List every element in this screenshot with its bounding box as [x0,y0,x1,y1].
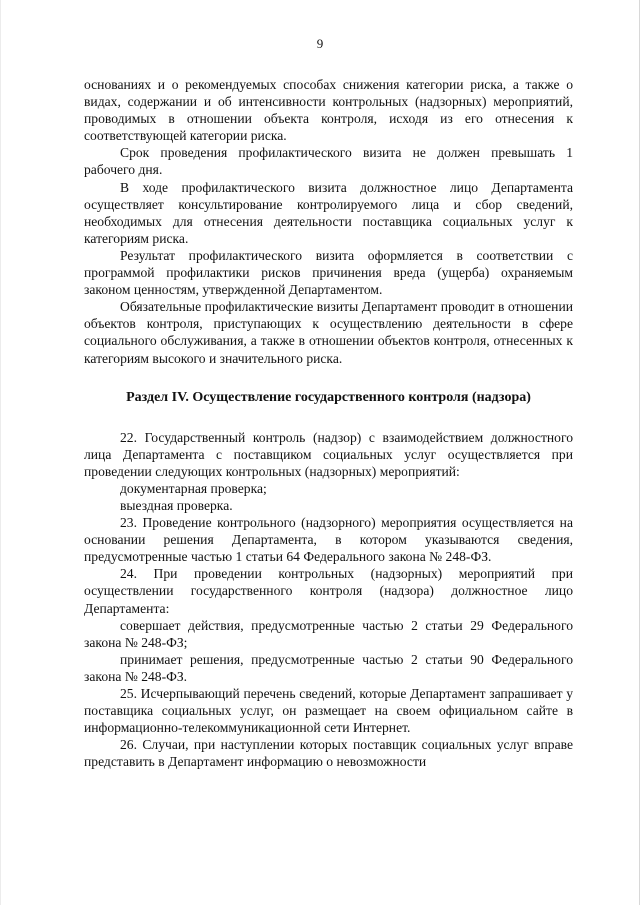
list-item-onsite-check: выездная проверка. [120,497,233,513]
document-body [84,76,573,770]
paragraph-24: 24. При проведении контрольных (надзорных) мероприятий при осуществлении государственного контроля (надзора) должностное лицо Департамента: [84,566,573,616]
page-number: 9 [316,36,324,51]
list-item-actions: совершает действия, предусмотренные частью 2 статьи 29 Федерального закона № 248-ФЗ; [84,617,573,650]
paragraph-mandatory-visits: Обязательные профилактические визиты Департамент проводит в отношении объектов контроля, приступающих к осуществлению деятельности в сфере социального обслуживания, а также в отношении объектов контроля, отнесенных к категориям высокого и значительного риска. [84,299,573,366]
paragraph-continuation: основаниях и о рекомендуемых способах снижения категории риска, а также о видах, содержании и об интенсивности контрольных (надзорных) мероприятий, проводимых в отношении объекта контроля, исходя из его отнесения к соответствующей категории риска. [84,77,573,144]
paragraph-23: 23. Проведение контрольного (надзорного) мероприятия осуществляется на основании решения Департамента, в котором указываются сведения, предусмотренные частью 1 статьи 64 Федерального закона № 248-ФЗ. [84,515,573,565]
paragraph-visit-consulting: В ходе профилактического визита должностное лицо Департамента осуществляет консультирование контролируемого лица и сбор сведений, необходимых для отнесения деятельности поставщика социальных услуг к категориям риска. [84,179,573,246]
paragraph-visit-duration: Срок проведения профилактического визита не должен превышать 1 рабочего дня. [84,145,573,178]
paragraph-26: 26. Случаи, при наступлении которых поставщик социальных услуг вправе представить в Департамент информацию о невозможности [84,737,573,770]
paragraph-22: 22. Государственный контроль (надзор) с взаимодействием должностного лица Департамента с поставщиком социальных услуг осуществляется при проведении следующих контрольных (надзорных) мероприятий: [84,429,573,479]
paragraph-25: 25. Исчерпывающий перечень сведений, которые Департамент запрашивает у поставщика социальных услуг, он размещает на своем официальном сайте в информационно-телекоммуникационной сети Интернет. [84,686,573,736]
list-item-documentary-check: документарная проверка; [120,480,267,496]
list-item-decisions: принимает решения, предусмотренные частью 2 статьи 90 Федерального закона № 248-ФЗ. [84,651,573,684]
section-heading: Раздел IV. Осуществление государственного контроля (надзора) [126,389,531,405]
paragraph-visit-result: Результат профилактического визита оформляется в соответствии с программой профилактики рисков причинения вреда (ущерба) охраняемым законом ценностям, утвержденной Департаментом. [84,247,573,298]
